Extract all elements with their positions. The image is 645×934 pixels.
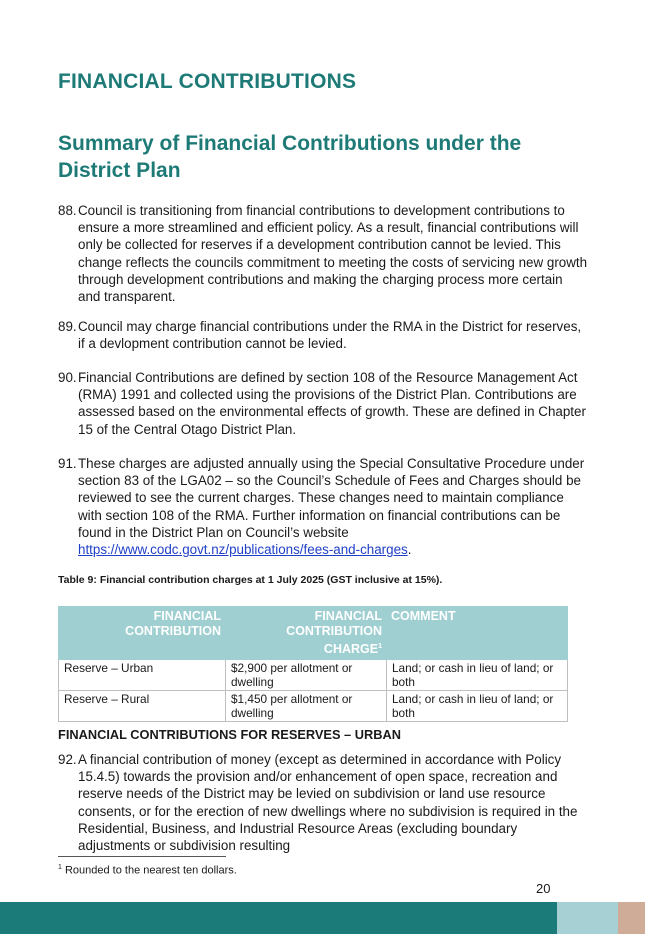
footer-bar-light-blue <box>557 902 618 934</box>
paragraph-90 <box>58 369 588 438</box>
footer-color-bar <box>0 902 645 934</box>
footer-bar-teal <box>0 902 557 934</box>
page-heading: FINANCIAL CONTRIBUTIONS <box>58 70 357 93</box>
paragraph-91 <box>58 455 588 558</box>
footnote-ref: 1 <box>378 643 382 650</box>
paragraph-text: A financial contribution of money (except as determined in accordance with Policy 15.4.5) towards the provision and/or enhancement of open space, recreation and reserve needs of the District may be levied on subdivision or land use resource consents, or for the erection of new dwellings where no subdivision is required in the Residential, Business, and Industrial Resource Areas (excluding boundary adjustments or subdivision resulting <box>78 752 578 854</box>
fees-and-charges-link[interactable]: https://www.codc.govt.nz/publications/fees-and-charges <box>78 542 408 558</box>
paragraph-text: These charges are adjusted annually using the Special Consultative Procedure under section 83 of the LGA02 – so the Council’s Schedule of Fees and Charges should be reviewed to see the current charges. These changes need to maintain compliance with section 108 of the RMA. Further information on financial contributions can be found in the District Plan on Council’s website <box>78 456 585 540</box>
paragraph-number: 89. <box>58 319 77 334</box>
paragraph-text: Financial Contributions are defined by section 108 of the Resource Management Act (RMA) 1991 and collected using the provisions of the District Plan. Contributions are assessed based on the environmental effects of growth. These are defined in Chapter 15 of the Central Otago District Plan. <box>78 370 586 437</box>
table-cell: Land; or cash in lieu of land; or both <box>387 660 568 691</box>
table-cell: $2,900 per allotment or dwelling <box>226 660 387 691</box>
paragraph-text: Council may charge financial contributions under the RMA in the District for reserves, if a devlopment contribution cannot be levied. <box>78 319 582 352</box>
footnote-marker: 1 <box>58 864 62 871</box>
header-financial-contribution: FINANCIAL CONTRIBUTION <box>59 607 226 660</box>
page-number: 20 <box>536 881 551 896</box>
table-cell: Reserve – Rural <box>59 691 226 722</box>
paragraph-88 <box>58 202 588 305</box>
paragraph-text-wrapper <box>58 455 588 558</box>
paragraph-89 <box>58 318 588 352</box>
footer-bar-tan <box>618 902 645 934</box>
table-header-row <box>59 607 568 660</box>
footnote-text: Rounded to the nearest ten dollars. <box>64 864 237 877</box>
paragraph-92 <box>58 751 588 854</box>
section-title: Summary of Financial Contributions under the District Plan <box>58 132 522 182</box>
paragraph-number: 88. <box>58 203 77 218</box>
paragraph-text-end: . <box>407 542 412 558</box>
table-cell: Reserve – Urban <box>59 660 226 691</box>
financial-contributions-table <box>58 606 568 722</box>
paragraph-text: Council is transitioning from financial contributions to development contributions to ensure a more streamlined and efficient policy. As a result, financial contributions will only be collected for reserves if a development contribution cannot be levied. This change reflects the councils commitment to meeting the costs of servicing new growth through development contributions and making the charging process more certain and transparent. <box>78 203 588 305</box>
paragraph-number: 91. <box>58 456 77 471</box>
paragraph-number: 92. <box>58 752 77 767</box>
footnote <box>58 864 237 877</box>
footnote-divider <box>58 856 226 857</box>
header-comment: COMMENT <box>387 607 568 660</box>
section-heading-reserves-urban: FINANCIAL CONTRIBUTIONS FOR RESERVES – URBAN <box>58 727 401 742</box>
table-cell: Land; or cash in lieu of land; or both <box>387 691 568 722</box>
paragraph-number: 90. <box>58 370 77 385</box>
table-row <box>59 691 568 722</box>
header-charge: FINANCIAL CONTRIBUTION CHARGE$^1$ <box>226 607 387 660</box>
table-row <box>59 660 568 691</box>
table-cell: $1,450 per allotment or dwelling <box>226 691 387 722</box>
table-caption: Table 9: Financial contribution charges at 1 July 2025 (GST inclusive at 15%). <box>58 574 443 586</box>
